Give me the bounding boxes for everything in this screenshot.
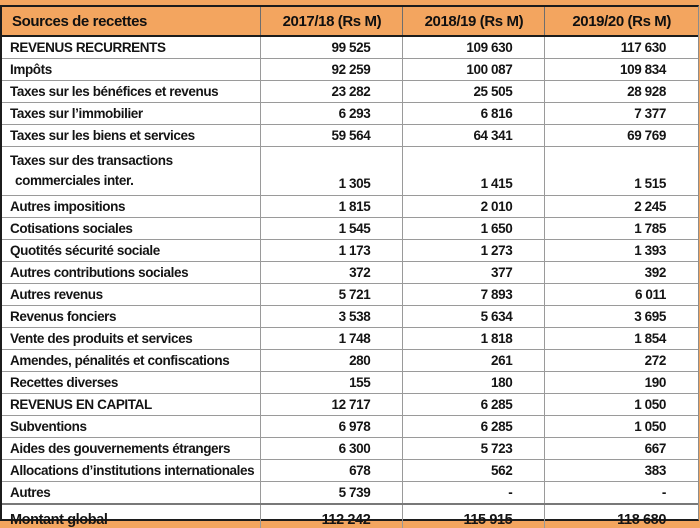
value-2019-20: 392 xyxy=(545,262,698,284)
row-label: Taxes sur les biens et services xyxy=(2,125,261,147)
value-2017-18: 6 293 xyxy=(261,103,403,125)
value-2018-19 xyxy=(403,504,545,528)
row-label: Vente des produits et services xyxy=(2,328,261,350)
value-2017-18: 1 173 xyxy=(261,240,403,262)
row-label-line2: commerciales inter. xyxy=(15,173,134,188)
value-2019-20: 667 xyxy=(545,438,698,460)
row-label-line1: Taxes sur des transactions xyxy=(10,153,173,168)
table-row xyxy=(2,59,698,81)
value-2017-18: 1 545 xyxy=(261,218,403,240)
table-row xyxy=(2,262,698,284)
table-container xyxy=(0,5,699,528)
value-2017-18: 1 815 xyxy=(261,196,403,218)
table-row xyxy=(2,460,698,482)
table-row xyxy=(2,482,698,505)
value-2019-20: 1 515 xyxy=(545,147,698,196)
value-2019-20: 1 050 xyxy=(545,394,698,416)
value-2017-18: 280 xyxy=(261,350,403,372)
row-label: REVENUS EN CAPITAL xyxy=(2,394,261,416)
table-row xyxy=(2,284,698,306)
value-2017-18: 1 305 xyxy=(261,147,403,196)
row-label: Taxes sur l’immobilier xyxy=(2,103,261,125)
value-2019-20: 272 xyxy=(545,350,698,372)
value-2017-18: 6 978 xyxy=(261,416,403,438)
value-2019-20: 2 245 xyxy=(545,196,698,218)
row-label: Subventions xyxy=(2,416,261,438)
table-row xyxy=(2,218,698,240)
value-2018-19: 5 723 xyxy=(403,438,545,460)
header-row xyxy=(2,7,698,36)
row-label: Allocations d’institutions internationales xyxy=(2,460,261,482)
value-2019-20: 1 854 xyxy=(545,328,698,350)
value-2018-19: 100 087 xyxy=(403,59,545,81)
value-2017-18: 59 564 xyxy=(261,125,403,147)
value-2017-18: 99 525 xyxy=(261,36,403,59)
col-header-2018-19: 2018/19 (Rs M) xyxy=(403,7,545,36)
value-2018-19: 109 630 xyxy=(403,36,545,59)
value-2018-19: 180 xyxy=(403,372,545,394)
value-2018-19: 7 893 xyxy=(403,284,545,306)
value-2019-20: 383 xyxy=(545,460,698,482)
value-2019-20: - xyxy=(545,482,698,505)
table-row xyxy=(2,328,698,350)
value-2019-20: 28 928 xyxy=(545,81,698,103)
table-row-total xyxy=(2,504,698,528)
value-2017-18: 155 xyxy=(261,372,403,394)
value-2019-20: 109 834 xyxy=(545,59,698,81)
value-2017-18: 372 xyxy=(261,262,403,284)
value-2017-18: 6 300 xyxy=(261,438,403,460)
table-row xyxy=(2,350,698,372)
value-2018-19: 6 285 xyxy=(403,416,545,438)
row-label: Amendes, pénalités et confiscations xyxy=(2,350,261,372)
value-2018-19: 6 816 xyxy=(403,103,545,125)
row-label: Autres revenus xyxy=(2,284,261,306)
value-2018-19: 1 273 xyxy=(403,240,545,262)
total-value: 115 915 xyxy=(463,512,513,528)
total-value: 118 680 xyxy=(617,512,666,528)
table-row xyxy=(2,81,698,103)
revenue-sources-table xyxy=(2,7,698,528)
total-value: 112 242 xyxy=(321,512,371,528)
value-2019-20: 6 011 xyxy=(545,284,698,306)
value-2019-20: 3 695 xyxy=(545,306,698,328)
row-label: Quotités sécurité sociale xyxy=(2,240,261,262)
table-row xyxy=(2,103,698,125)
table-row xyxy=(2,240,698,262)
table-row xyxy=(2,416,698,438)
value-2019-20: 1 050 xyxy=(545,416,698,438)
value-2017-18 xyxy=(261,504,403,528)
value-2018-19: 64 341 xyxy=(403,125,545,147)
value-2019-20: 1 785 xyxy=(545,218,698,240)
value-2017-18: 5 721 xyxy=(261,284,403,306)
value-2019-20: 7 377 xyxy=(545,103,698,125)
value-2017-18: 3 538 xyxy=(261,306,403,328)
value-2018-19: 562 xyxy=(403,460,545,482)
value-2018-19: 261 xyxy=(403,350,545,372)
value-2019-20: 69 769 xyxy=(545,125,698,147)
row-label: Autres contributions sociales xyxy=(2,262,261,284)
value-2018-19: 2 010 xyxy=(403,196,545,218)
value-2017-18: 1 748 xyxy=(261,328,403,350)
value-2019-20: 190 xyxy=(545,372,698,394)
table-row xyxy=(2,394,698,416)
col-header-2019-20: 2019/20 (Rs M) xyxy=(545,7,698,36)
value-2018-19: 1 415 xyxy=(403,147,545,196)
value-2018-19: 1 818 xyxy=(403,328,545,350)
table-row xyxy=(2,438,698,460)
table-row xyxy=(2,147,698,196)
value-2018-19: 377 xyxy=(403,262,545,284)
table-row xyxy=(2,36,698,59)
value-2017-18: 5 739 xyxy=(261,482,403,505)
value-2018-19: 5 634 xyxy=(403,306,545,328)
row-label: Taxes sur les bénéfices et revenus xyxy=(2,81,261,103)
value-2017-18: 23 282 xyxy=(261,81,403,103)
value-2018-19: 1 650 xyxy=(403,218,545,240)
value-2018-19: 25 505 xyxy=(403,81,545,103)
row-label: Autres impositions xyxy=(2,196,261,218)
table-row xyxy=(2,372,698,394)
col-header-sources: Sources de recettes xyxy=(2,7,261,36)
row-label: Revenus fonciers xyxy=(2,306,261,328)
table-row xyxy=(2,306,698,328)
row-label: Autres xyxy=(2,482,261,505)
row-label: Cotisations sociales xyxy=(2,218,261,240)
row-label xyxy=(2,147,261,196)
value-2017-18: 92 259 xyxy=(261,59,403,81)
value-2017-18: 12 717 xyxy=(261,394,403,416)
row-label: REVENUS RECURRENTS xyxy=(2,36,261,59)
value-2019-20: 1 393 xyxy=(545,240,698,262)
row-label: Aides des gouvernements étrangers xyxy=(2,438,261,460)
table-row xyxy=(2,125,698,147)
value-2019-20: 117 630 xyxy=(545,36,698,59)
col-header-2017-18: 2017/18 (Rs M) xyxy=(261,7,403,36)
value-2019-20 xyxy=(545,504,698,528)
row-label: Impôts xyxy=(2,59,261,81)
row-label: Montant global xyxy=(2,504,261,528)
table-row xyxy=(2,196,698,218)
value-2018-19: 6 285 xyxy=(403,394,545,416)
row-label: Recettes diverses xyxy=(2,372,261,394)
value-2017-18: 678 xyxy=(261,460,403,482)
value-2018-19: - xyxy=(403,482,545,505)
